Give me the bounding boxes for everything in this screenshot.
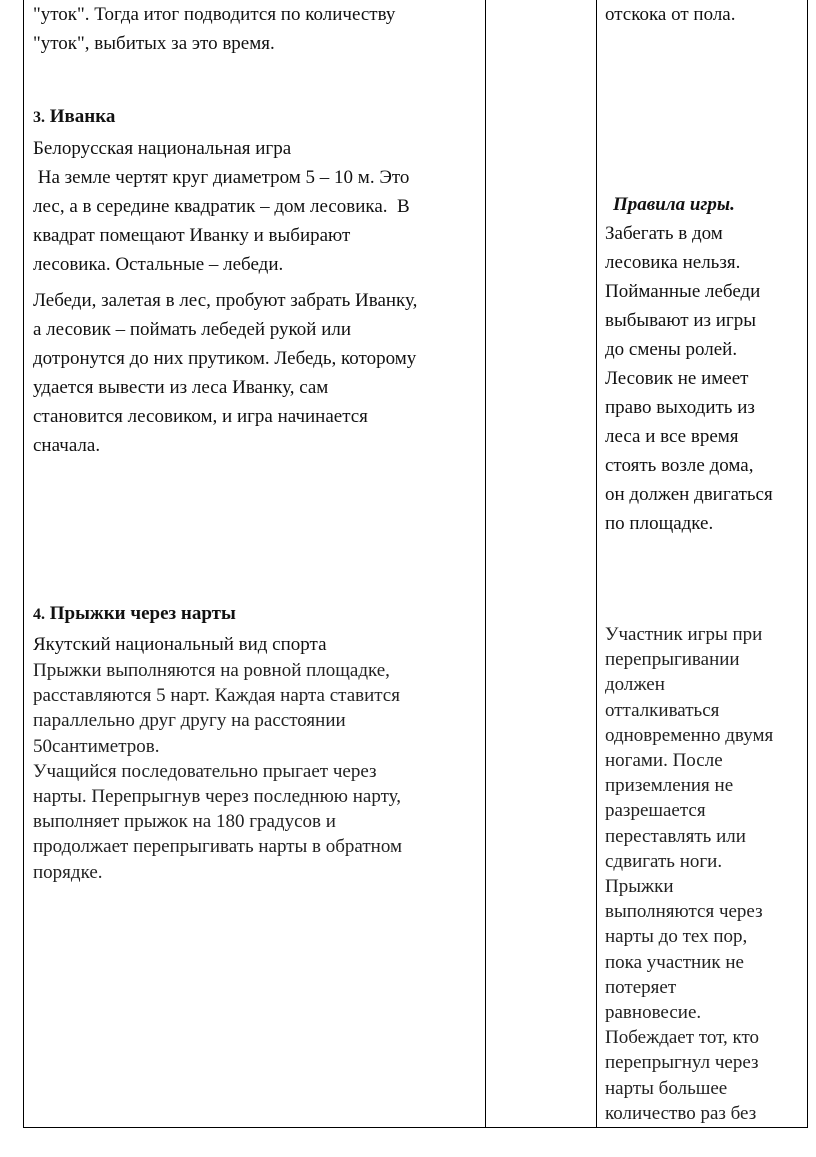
text-line: нарты до тех пор, [605, 926, 748, 948]
text-line: квадрат помещают Иванку и выбирают [33, 225, 351, 246]
text-line: он должен двигаться [605, 484, 773, 505]
text-line: становится лесовиком, и игра начинается [33, 406, 368, 427]
game-3-body [33, 134, 483, 279]
table-border-bottom [23, 1127, 808, 1128]
text-line: должен [605, 674, 665, 696]
game-3-body-2 [33, 286, 483, 460]
text-line: Прыжки выполняются на ровной площадке, [33, 660, 390, 681]
jump-rules-block [605, 622, 805, 1126]
text-line: параллельно друг другу на расстоянии [33, 710, 346, 732]
text-line: нарты большее [605, 1077, 728, 1099]
text-line: количество раз без [605, 1102, 757, 1124]
text-line: расставляются 5 нарт. Каждая нарта ставится [33, 685, 400, 707]
game-4-body [33, 632, 483, 885]
text-line: Забегать в дом [605, 223, 723, 244]
text-line: отскока от пола. [605, 4, 736, 25]
right-top-text [605, 0, 805, 29]
text-line: Пойманные лебеди [605, 281, 761, 302]
text-line: перепрыгнул через [605, 1052, 759, 1074]
text-line: до смены ролей. [605, 339, 738, 360]
table-border-right [807, 0, 808, 1128]
text-line: разрешается [605, 800, 706, 822]
text-line: "уток", выбитых за это время. [33, 33, 275, 54]
text-line: Учащийся последовательно прыгает через [33, 760, 377, 782]
text-line: леса и все время [605, 426, 739, 447]
text-line: Лесовик не имеет [605, 368, 749, 389]
text-line: Лебеди, залетая в лес, пробуют забрать Иванку, [33, 290, 418, 311]
text-line: перепрыгивании [605, 649, 740, 671]
game-3-heading [33, 103, 115, 132]
game-origin: Белорусская национальная игра [33, 138, 292, 159]
text-line: сначала. [33, 435, 101, 456]
text-line: лесовика нельзя. [605, 252, 741, 273]
text-line: выполняются через [605, 901, 763, 923]
game-title: Иванка [49, 106, 116, 127]
text-line: дотронутся до них прутиком. Лебедь, которому [33, 348, 417, 369]
rules-title: Правила игры. [613, 194, 735, 215]
text-line: сдвигать ноги. [605, 850, 723, 872]
text-line: ногами. После [605, 750, 723, 772]
text-line: выполняет прыжок на 180 градусов и [33, 811, 336, 833]
rules-block [605, 190, 805, 538]
text-line: отталкиваться [605, 699, 720, 721]
table-divider-1 [485, 0, 486, 1128]
text-line: На земле чертят круг диаметром 5 – 10 м. Это [33, 167, 410, 188]
game-number: 4. [33, 606, 45, 623]
text-line: одновременно двумя [605, 724, 774, 746]
text-line: равновесие. [605, 1002, 702, 1024]
table-border-left [23, 0, 24, 1128]
text-line: приземления не [605, 775, 734, 797]
text-line: переставлять или [605, 825, 746, 847]
text-line: нарты. Перепрыгнув через последнюю нарту, [33, 786, 401, 808]
text-line: а лесовик – поймать лебедей рукой или [33, 319, 352, 340]
game-origin: Якутский национальный вид спорта [33, 634, 327, 655]
text-line: удается вывести из леса Иванку, сам [33, 377, 329, 398]
text-line: потеряет [605, 976, 677, 998]
game-4-heading [33, 600, 236, 629]
text-line: Прыжки [605, 876, 674, 898]
game-number: 3. [33, 109, 45, 126]
text-line: пока участник не [605, 951, 744, 973]
text-line: порядке. [33, 861, 103, 883]
text-line: продолжает перепрыгивать нарты в обратном [33, 836, 403, 858]
text-line: стоять возле дома, [605, 455, 754, 476]
text-line: лес, а в середине квадратик – дом лесовика. В [33, 196, 410, 217]
text-line: Участник игры при [605, 624, 763, 645]
text-line: право выходить из [605, 397, 755, 418]
game-title: Прыжки через нарты [49, 603, 236, 624]
text-line: "уток". Тогда итог подводится по количеству [33, 4, 396, 25]
text-line: лесовика. Остальные – лебеди. [33, 254, 284, 275]
table-divider-2 [596, 0, 597, 1128]
text-line: 50сантиметров. [33, 735, 160, 757]
text-line: Побеждает тот, кто [605, 1027, 759, 1049]
intro-text [33, 0, 483, 58]
text-line: выбывают из игры [605, 310, 756, 331]
text-line: по площадке. [605, 513, 714, 534]
